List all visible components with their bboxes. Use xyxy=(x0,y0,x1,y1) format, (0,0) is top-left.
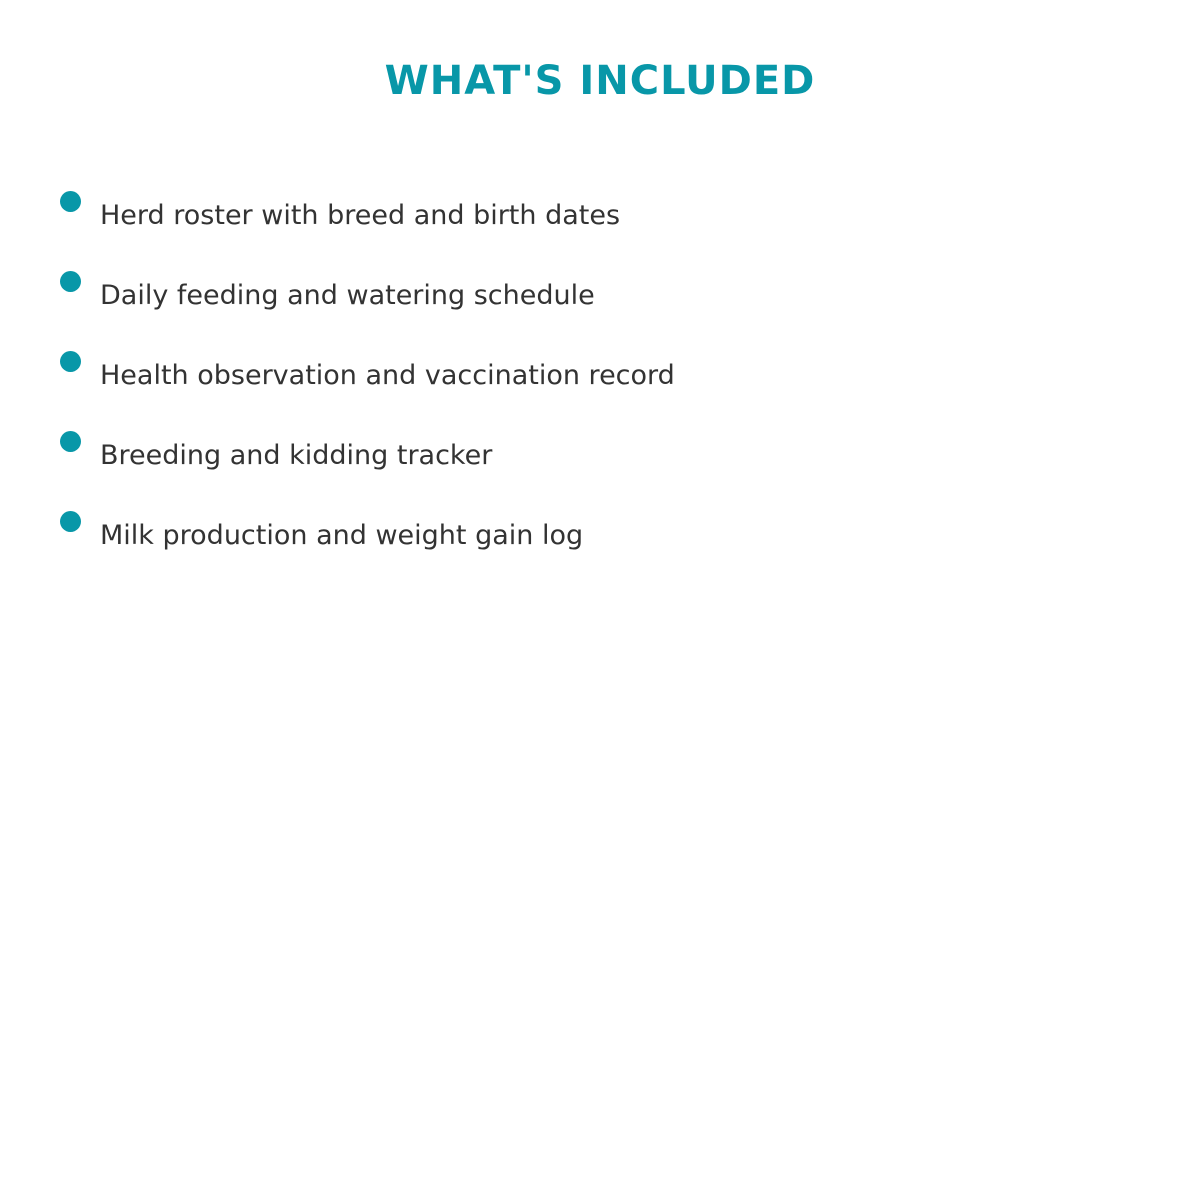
list-item-label: Daily feeding and watering schedule xyxy=(100,280,595,311)
bullet-dot-icon xyxy=(60,351,81,372)
list-item xyxy=(0,511,1200,571)
list-item-label: Milk production and weight gain log xyxy=(100,520,584,551)
bullet-dot-icon xyxy=(60,431,81,452)
list-item-label: Breeding and kidding tracker xyxy=(100,440,493,471)
list-item xyxy=(0,351,1200,411)
list-item xyxy=(0,271,1200,331)
bullet-dot-icon xyxy=(60,511,81,532)
list-item-label: Health observation and vaccination record xyxy=(100,360,675,391)
bullet-dot-icon xyxy=(60,271,81,292)
bullet-dot-icon xyxy=(60,191,81,212)
list-item xyxy=(0,191,1200,251)
page-title: WHAT'S INCLUDED xyxy=(384,58,816,104)
list-item-label: Herd roster with breed and birth dates xyxy=(100,200,621,231)
list-item xyxy=(0,431,1200,491)
